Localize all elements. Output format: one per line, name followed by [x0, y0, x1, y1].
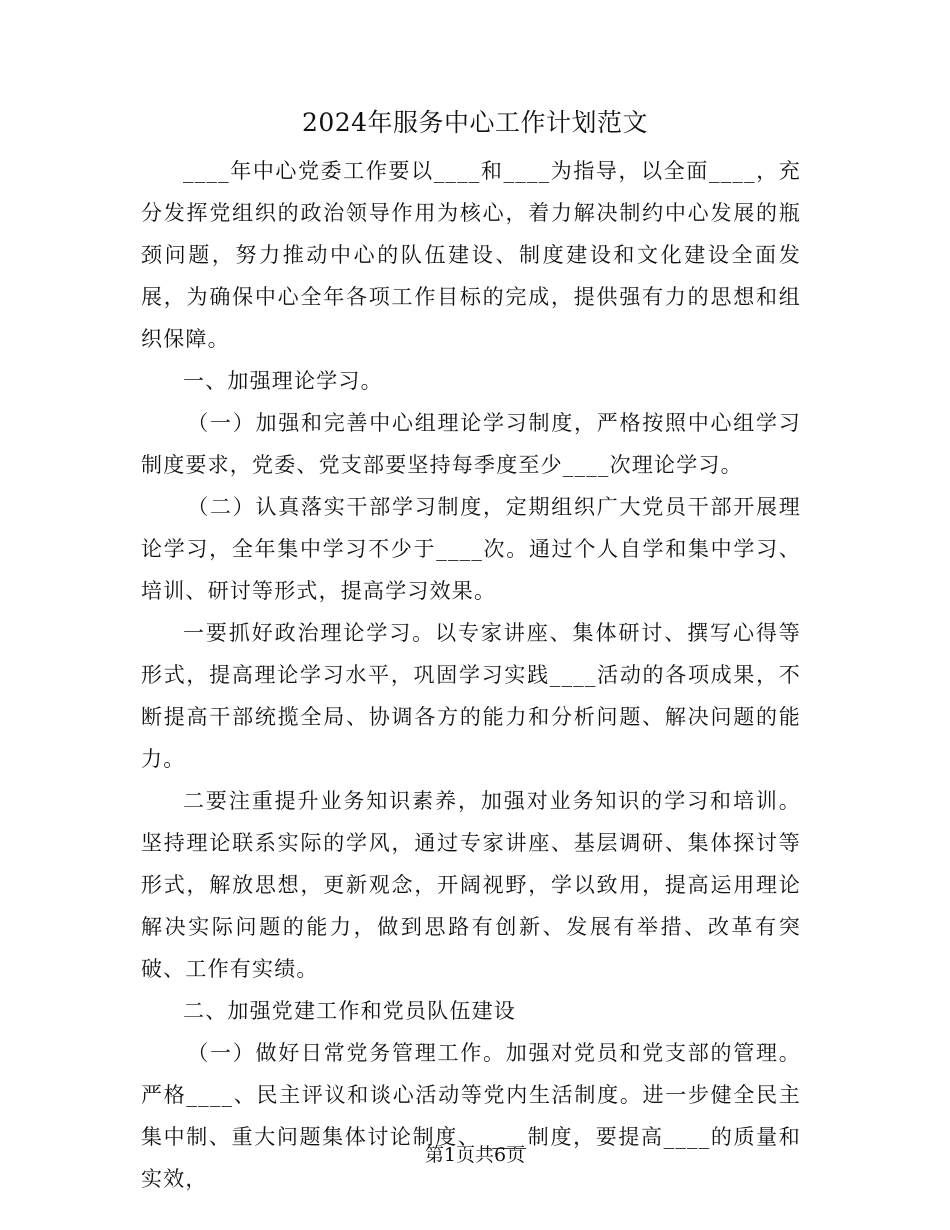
body-paragraph: （二）认真落实干部学习制度，定期组织广大党员干部开展理论学习，全年集中学习不少于____次。通过个人自学和集中学习、培训、研讨等形式，提高学习效果。: [141, 495, 801, 603]
body-paragraph: 二要注重提升业务知识素养，加强对业务知识的学习和培训。坚持理论联系实际的学风，通过专家讲座、基层调研、集体探讨等形式，解放思想，更新观念，开阔视野，学以致用，提高运用理论解决实际问题的能力，做到思路有创新、发展有举措、改革有突破、工作有实绩。: [141, 789, 801, 981]
body-paragraph: （一）做好日常党务管理工作。加强对党员和党支部的管理。严格____、民主评议和谈心活动等党内生活制度。进一步健全民主集中制、重大问题集体讨论制度、____制度，要提高____的质量和实效，: [141, 1041, 801, 1191]
body-paragraph: ____年中心党委工作要以____和____为指导，以全面____，充分发挥党组织的政治领导作用为核心，着力解决制约中心发展的瓶颈问题，努力推动中心的队伍建设、制度建设和文化建设全面发展，为确保中心全年各项工作目标的完成，提供强有力的思想和组织保障。: [141, 159, 801, 351]
section-heading: 一、加强理论学习。: [183, 369, 383, 393]
document-body: [141, 150, 801, 1200]
body-paragraph: 一要抓好政治理论学习。以专家讲座、集体研讨、撰写心得等形式，提高理论学习水平，巩固学习实践____活动的各项成果，不断提高干部统揽全局、协调各方的能力和分析问题、解决问题的能力。: [141, 621, 801, 771]
body-paragraph: （一）加强和完善中心组理论学习制度，严格按照中心组学习制度要求，党委、党支部要坚持每季度至少____次理论学习。: [141, 411, 801, 477]
document-title: 2024年服务中心工作计划范文: [301, 108, 649, 137]
section-heading: 二、加强党建工作和党员队伍建设: [183, 999, 516, 1023]
page-number: 第1页共6页: [424, 1144, 526, 1166]
